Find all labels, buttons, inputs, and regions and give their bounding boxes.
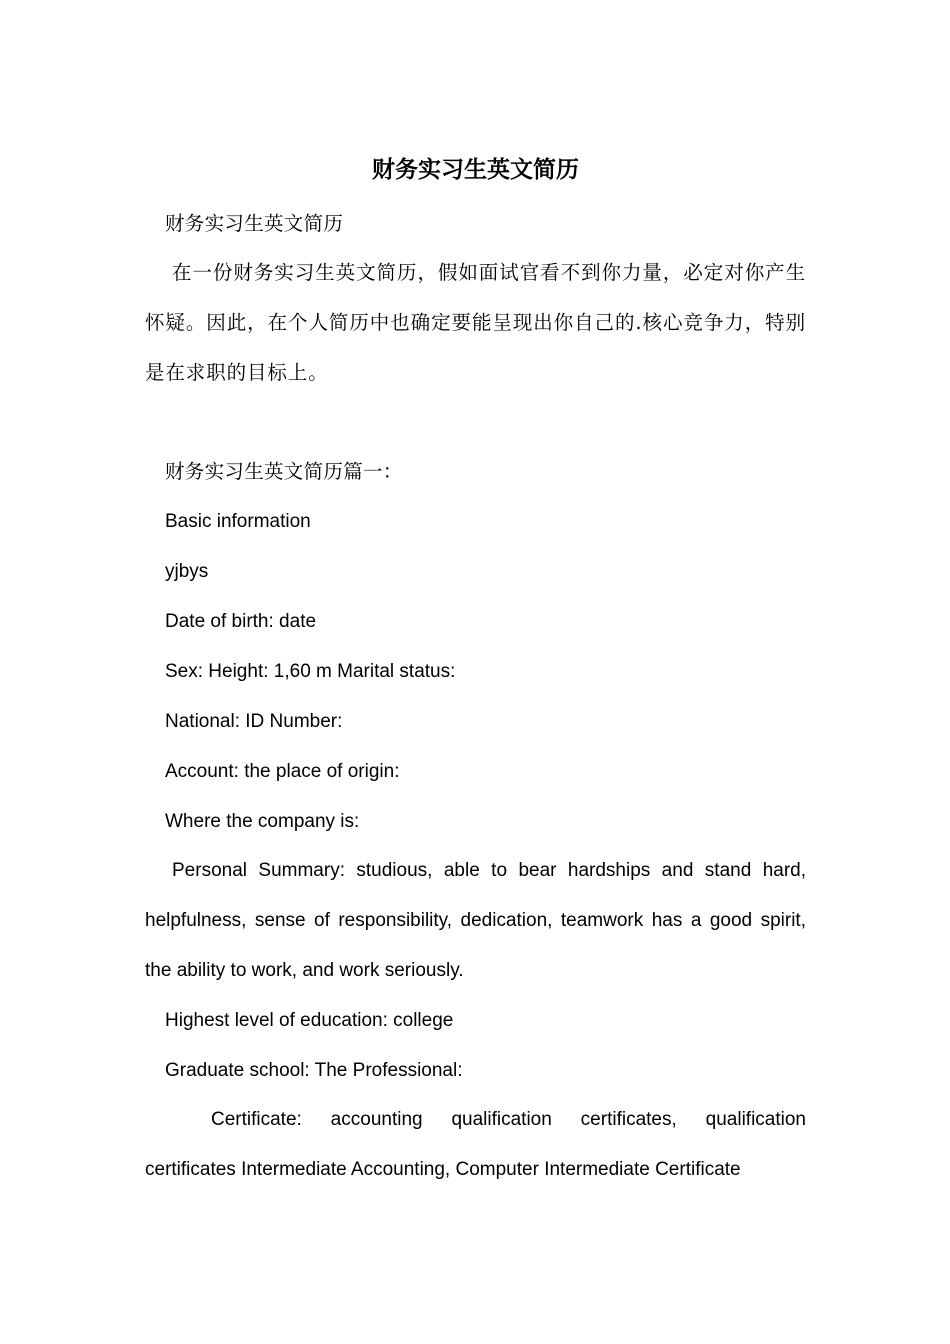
- education-line: Highest level of education: college: [165, 1010, 454, 1031]
- name-line: yjbys: [165, 561, 209, 582]
- document-title: 财务实习生英文简历: [372, 156, 579, 183]
- certificate-paragraph: Certificate: accounting qualification certificates, qualification certificates Intermediate Accounting, Computer Intermediate Certificate: [145, 1109, 806, 1180]
- personal-summary-paragraph: Personal Summary: studious, able to bear hardships and stand hard, helpfulness, sense of responsibility, dedication, teamwork has a good spirit, the ability to work, and work seriously.: [145, 860, 806, 981]
- basic-information-heading: Basic information: [165, 511, 311, 532]
- graduate-school-line: Graduate school: The Professional:: [165, 1060, 463, 1081]
- account-line: Account: the place of origin:: [165, 761, 400, 782]
- date-of-birth-line: Date of birth: date: [165, 611, 317, 632]
- national-id-line: National: ID Number:: [165, 711, 343, 732]
- company-line: Where the company is:: [165, 811, 360, 832]
- section-heading: 财务实习生英文简历篇一：: [165, 460, 403, 483]
- intro-paragraph: 在一份财务实习生英文简历，假如面试官看不到你力量，必定对你产生怀疑。因此，在个人简历中也确定要能呈现出你自己的.核心竞争力，特别是在求职的目标上。: [145, 261, 806, 384]
- document-subtitle: 财务实习生英文简历: [165, 212, 344, 235]
- sex-height-line: Sex: Height: 1,60 m Marital status:: [165, 661, 456, 682]
